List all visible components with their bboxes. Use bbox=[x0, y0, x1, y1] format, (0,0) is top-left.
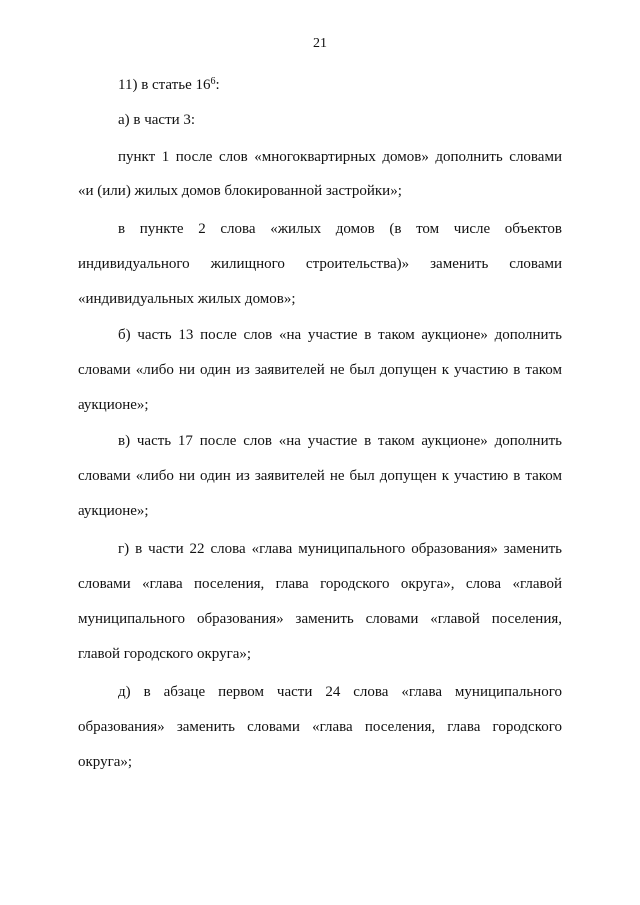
text-line: аукционе»; bbox=[78, 503, 149, 519]
text-line: словами «либо ни один из заявителей не был допущен к участию в таком bbox=[78, 468, 562, 484]
text-line: а) в части 3: bbox=[118, 112, 196, 128]
text-line: б) часть 13 после слов «на участие в таком аукционе» дополнить bbox=[118, 327, 562, 343]
text-line: словами «глава поселения, глава городского округа», слова «главой bbox=[78, 576, 562, 592]
text-line: округа»; bbox=[78, 754, 133, 770]
item-heading bbox=[118, 76, 562, 94]
text-line: пункт 1 после слов «многоквартирных домов» дополнить словами bbox=[118, 149, 562, 165]
text-line: г) в части 22 слова «глава муниципального образования» заменить bbox=[118, 541, 562, 557]
page-number: 21 bbox=[313, 36, 327, 51]
item-heading-colon: : bbox=[215, 77, 220, 93]
item-heading-text: 11) в статье 16 bbox=[118, 77, 211, 93]
text-line: словами «либо ни один из заявителей не был допущен к участию в таком bbox=[78, 362, 562, 378]
text-line: аукционе»; bbox=[78, 397, 149, 413]
item-heading-superscript: 6 bbox=[210, 76, 216, 87]
text-line: индивидуального жилищного строительства)» заменить словами bbox=[78, 256, 562, 272]
text-line: в) часть 17 после слов «на участие в таком аукционе» дополнить bbox=[118, 433, 562, 449]
text-line: «индивидуальных жилых домов»; bbox=[78, 291, 296, 307]
text-line: д) в абзаце первом части 24 слова «глава муниципального bbox=[118, 684, 562, 700]
text-line: муниципального образования» заменить словами «главой поселения, bbox=[78, 611, 562, 627]
text-line: образования» заменить словами «глава поселения, глава городского bbox=[78, 719, 562, 735]
text-line: в пункте 2 слова «жилых домов (в том числе объектов bbox=[118, 221, 562, 237]
text-line: «и (или) жилых домов блокированной застройки»; bbox=[78, 183, 402, 199]
text-line: главой городского округа»; bbox=[78, 646, 252, 662]
